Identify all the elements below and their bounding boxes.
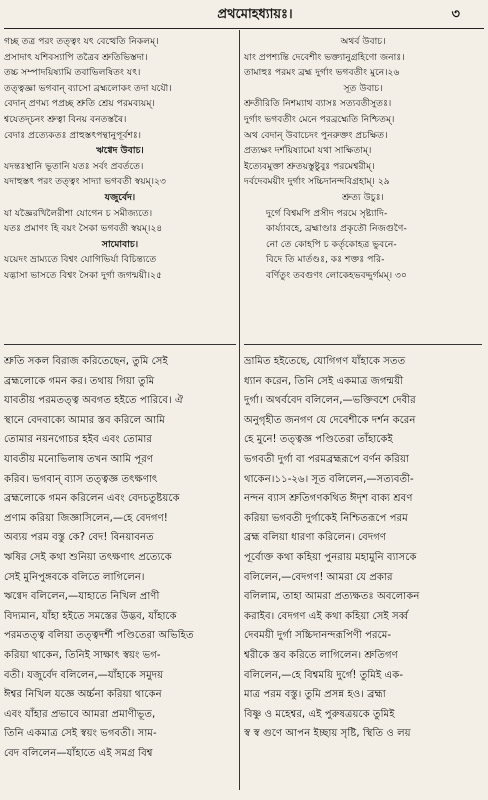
translation-line: বলিলাম, তাহা আমরা প্রত্যক্ষতঃ অবলোকন (244, 591, 420, 603)
translation-line: ভ্রামিত হইতেছে, যোগিগণ যাঁহাকে সতত (244, 356, 406, 367)
translation-line: সেই মুনিপুঙ্গবকে বলিতে লাগিলেন। (4, 571, 145, 583)
verse-line: তামাহুঃ পরমং ব্রহ্ম দুর্গাং ভগবতীং মুনে।২৬ (244, 67, 400, 79)
translation-line: ব্রহ্মলোকে গমন কর। তথায় গিয়া তুমি (4, 375, 155, 387)
section-rule-left (4, 344, 236, 345)
translation-line: ব্রহ্মলোকে গমন করিলেন এবং বেদচতুষ্টয়কে (4, 493, 180, 505)
translation-line: বিষ্ণু ও মহেশ্বর, এই পুরুষত্রয়কে তুমিই (244, 708, 395, 720)
verse-line: বেদাঃ প্রত্যেকতঃ প্রাহুস্তৎপন্থানুপূর্বশঃ। (4, 129, 142, 141)
translation-line: থাকেন।১১-২৬। সূত বলিলেন,—সত্যবতী- (244, 473, 414, 485)
sanskrit-verses-right-column (244, 34, 482, 340)
verse-line: যদন্তঃস্থানি ভূতানি যতঃ সর্বং প্রবর্ততে। (4, 160, 144, 172)
verse-line: প্রসাদাৎ যশিবস্যাপি তত্রৈব শ্রুতিভিস্তদা। (4, 51, 148, 63)
verse-line: যতঃ প্রমাণং হি বয়ং সৈকা ভগবতী স্বয়ম্।২৪ (4, 223, 163, 235)
verse-section-heading: সামোবাচ। (101, 238, 139, 250)
running-title: প্রথমোহধ্যায়ঃ। (217, 7, 293, 22)
translation-line: তিনি একমাত্র সেই স্বয়ং ভগবতী। সাম- (4, 728, 157, 740)
verse-line: যা যজ্ঞৈরখিলৈরীশা যোগেন চ সমীজ্যতে। (4, 207, 153, 219)
translation-line: যাবতীয় মনোভিলাষ তখন আমি পূরণ (4, 453, 154, 465)
translation-line: মাত্র পরম বস্তু। তুমি প্রসন্ন হও। ব্রহ্মা (244, 689, 386, 701)
translation-line: বেদ বলিলেন—যাঁহাতে এই সমগ্র বিশ্ব (4, 747, 153, 759)
verse-line: বিদে তি মার্তণ্ডঃ, কঃ শক্তঃ পরি- (266, 254, 385, 266)
verse-line: দুর্গাং ভগবতীং মেনে পরব্রহ্মেতি নিশ্চিতম্। (244, 113, 395, 125)
verse-line: দুর্গে বিশ্বমপি প্রসীদ পরমে সৃষ্ট্যাদি- (266, 207, 388, 219)
bengali-translation-right-column (244, 352, 482, 792)
verse-section-heading: সূত উবাচ। (343, 82, 383, 94)
translation-line: স্ব স্ব গুণে আপন ইচ্ছায় সৃষ্টি, স্থিতি ও লয় (244, 728, 411, 740)
translation-line: শ্রুতি সকল বিরাজ করিতেছেন, তুমি সেই (4, 356, 168, 367)
translation-line: করিব। ভগবান্ ব্যাস তত্ত্বজ্ঞ তৎক্ষণাৎ (4, 473, 158, 485)
verse-section-heading: শ্রুত্য উচুঃ। (342, 191, 384, 203)
translation-line: প্রণাম করিয়া জিজ্ঞাসিলেন,—হে বেদগণ! (4, 512, 168, 524)
translation-line: দুর্গা। অথর্ববেদ বলিলেন,—ভক্তিবশে দেবীর (244, 395, 416, 407)
translation-line: অব্যয় পরম বস্তু কে? বেদ! বিনয়াবনত (4, 532, 154, 544)
translation-line: পরমতত্ত্ব বলিয়া তত্ত্বদর্শী পণ্ডিতেরা অভিহিত (4, 630, 194, 642)
translation-line: পূর্বোক্ত কথা কহিয়া পুনরায় মহামুনি ব্যাসকে (244, 551, 417, 563)
verse-line: তচ্চ সম্পাদয়িষ্যামি তবাভিলষিতং যৎ। (4, 67, 141, 79)
verse-line: যাং প্রপশ্যন্তি দেবেশীং ভক্ত্যানুগ্রহিণো জনাঃ। (244, 51, 405, 63)
translation-line: ঋষির সেই কথা শুনিয়া তৎক্ষণাৎ প্রত্যেকে (4, 551, 172, 563)
verse-line: তত্ত্বজ্ঞা ভগবান্ ব্যাসো ব্রহ্মলোকং তদা যযৌ। (4, 82, 172, 94)
bengali-translation-left-column (4, 352, 236, 792)
translation-line: বিদ্যমান, যাঁহা হইতে সমস্তের উদ্ভব, যাঁহাকে (4, 610, 177, 622)
verse-line: নো তে কোহপি চ কর্তৃকোহত্র ভুবনে- (266, 238, 397, 250)
translation-line: করাইব। বেদগণ এই কথা কহিয়া সেই সর্ব্ব (244, 610, 409, 622)
translation-line: ব্রহ্ম বলিয়া ধারণা করিলেন। বেদগণ (244, 532, 387, 544)
section-rule-right (244, 344, 482, 345)
verse-line: যদ্ভাসা ভাসতে বিশ্বং সৈকা দুর্গা জগন্ময়ী।২৫ (4, 269, 163, 281)
verse-line: শ্রুতীরিতি নিশম্যাথ ব্যাসঃ সত্যবতীসুতঃ। (244, 98, 392, 110)
translation-line: বতী। যজুর্বেদ বলিলেন,—যাঁহাকে সমুদয় (4, 669, 164, 681)
translation-line: ঋগ্বেদ বলিলেন,—যাহাতে নিখিল প্রাণী (4, 591, 160, 603)
translation-line: শ্বরীকে স্তব করিতে লাগিলেন। শ্রুতিগণ (244, 649, 398, 661)
verse-section-heading: যজুর্বেদ। (104, 191, 136, 203)
verse-section-heading: ঋগ্বেদ উবাচ। (96, 145, 144, 157)
header-rule (4, 28, 484, 29)
translation-line: ভগবতী দুর্গা বা পরমব্রহ্মরূপে বর্ণন করিয়া (244, 453, 409, 465)
translation-line: স্থানে বেদবাক্যে আমার স্তব করিলে আমি (4, 414, 165, 426)
sanskrit-verses-left-column (4, 34, 236, 340)
verse-line: বেদান্ প্রণম্য পপ্রচ্ছ শ্রুতি শ্রেয় পরমব্যয়ম্। (4, 98, 155, 110)
translation-line: নন্দন ব্যাস শ্রুতিগণকথিত ঈদৃশ বাক্য শ্রবণ (244, 493, 413, 505)
verse-line: বর্ণিতুং তবগুণং লোকেহভবদ্দুর্গমম্। ৩০ (266, 269, 407, 281)
translation-line: ঈশ্বর নিখিল যজ্ঞে অর্চ্চনা করিয়া থাকেন (4, 689, 162, 701)
translation-line: করিয়া ভগবতী দুর্গাকেই নিশ্চিতরূপে পরম (244, 512, 408, 524)
translation-line: বলিলেন,—হে বিশ্বময়ি দুর্গে! তুমিই এক- (244, 669, 404, 681)
verse-line: প্রত্যক্ষং দর্শয়িষ্যামো যথা সাক্ষিতাম্। (244, 145, 372, 157)
translation-line: যাবতীয় পরমতত্ত্ব অবগত হইতে পারিবে। ঐ (4, 395, 184, 407)
translation-line: হে মুনে! তত্ত্বজ্ঞ পণ্ডিতেরা তাঁহাকেই (244, 434, 393, 446)
verse-line: কার্য্যাবহে, ব্রহ্মাণ্ডাঃ প্রকৃতৌ নিজগুণৈ- (266, 223, 407, 235)
translation-line: ধ্যান করেন, তিনি সেই একমাত্র জগন্ময়ী (244, 375, 404, 387)
verse-line: দর্বদেবময়ীং দুর্গাং সচ্চিদানন্দবিগ্রহাম্। ২৯ (244, 176, 390, 188)
translation-line: দেবময়ী দুর্গা সচ্চিদানন্দরূপিণী পরমে- (244, 630, 392, 642)
verse-line: শ্বযেতদ্‌চনং শ্রুত্বা বিনয় বনতস্তৰৈ। (4, 113, 127, 125)
translation-line: এবং যাঁহার প্রভাবে আমরা প্রমাণীভূত, (4, 708, 156, 720)
verse-line: গচ্ছ তত্ৰ পরং তত্ত্বং যৎ বেত্থেতি নিকলম্। (4, 36, 159, 47)
translation-line: করিয়া থাকেন, তিনিই সাক্ষাৎ স্বয়ং ভগ- (4, 649, 161, 661)
verse-line: অথ বেদান্ উবাচেদং পুনরুক্তং প্রচক্ষিত। (244, 129, 388, 141)
translation-line: অনুগৃহীত জনগণ যে দেবেশীকে দর্শন করেন (244, 414, 416, 426)
translation-line: বলিলেন,—বেদগণ! আমরা যে প্রকার (244, 571, 393, 583)
column-divider (239, 30, 240, 790)
verse-section-heading: অথর্ব উবাচ। (340, 36, 386, 47)
verse-line: যয়েদং ভ্রাম্যতে বিশ্বং যোগিভির্যা বিচিন্ত্যতে (4, 254, 157, 266)
verse-line: যদাহুস্তৎ পরং তত্ত্বং সাদ্যা ভগবতী স্বয়ম্।২৩ (4, 176, 167, 188)
verse-line: ইত্যেবমুক্তা শ্রুতয়স্তুষ্টুবুঃ পরমেশ্বরীম্। (244, 160, 375, 172)
page-number: ৩ (451, 7, 460, 22)
translation-line: তোমার নয়নগোচর হইব এবং তোমার (4, 434, 152, 446)
page-header (0, 6, 488, 26)
